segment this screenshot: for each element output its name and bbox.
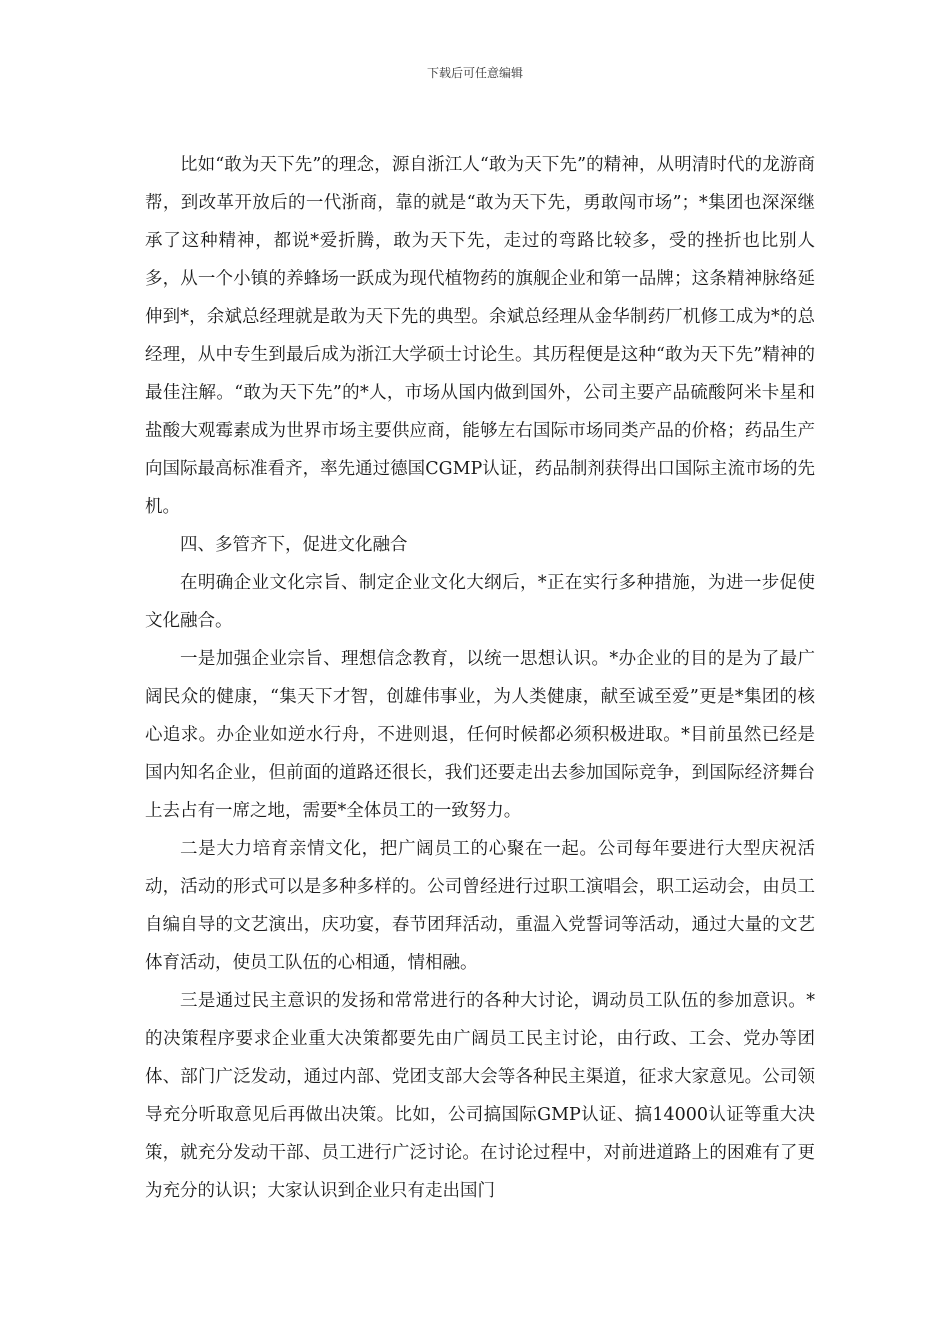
section-heading-four: 四、多管齐下，促进文化融合: [180, 535, 408, 555]
page-header: 下载后可任意编辑: [426, 66, 523, 80]
paragraph-point-one: 一是加强企业宗旨、理想信念教育，以统一思想认识。*办企业的目的是为了最广阔民众的健康，“集天下才智，创雄伟事业，为人类健康，献至诚至爱”更是*集团的核心追求。办企业如逆水行舟，不进则退，任何时候都必须积极进取。*目前虽然已经是国内知名企业，但前面的道路还很长，我们还要走出去参加国际竞争，到国际经济舞台上去占有一席之地，需要*全体员工的一致努力。: [145, 649, 815, 821]
paragraph-culture-intro: 在明确企业文化宗旨、制定企业文化大纲后，*正在实行多种措施，为进一步促使文化融合。: [145, 573, 815, 631]
document-body: [145, 146, 815, 1210]
paragraph-point-two: 二是大力培育亲情文化，把广阔员工的心聚在一起。公司每年要进行大型庆祝活动，活动的形式可以是多种多样的。公司曾经进行过职工演唱会，职工运动会，由员工自编自导的文艺演出，庆功宴，春节团拜活动，重温入党誓词等活动，通过大量的文艺体育活动，使员工队伍的心相通，情相融。: [145, 839, 815, 973]
paragraph-dare-to-be-first: 比如“敢为天下先”的理念，源自浙江人“敢为天下先”的精神，从明清时代的龙游商帮，到改革开放后的一代浙商，靠的就是“敢为天下先，勇敢闯市场”；*集团也深深继承了这种精神，都说*爱折腾，敢为天下先，走过的弯路比较多，受的挫折也比别人多，从一个小镇的养蜂场一跃成为现代植物药的旗舰企业和第一品牌；这条精神脉络延伸到*，余斌总经理就是敢为天下先的典型。余斌总经理从金华制药厂机修工成为*的总经理，从中专生到最后成为浙江大学硕士讨论生。其历程便是这种“敢为天下先”精神的最佳注解。“敢为天下先”的*人，市场从国内做到国外，公司主要产品硫酸阿米卡星和盐酸大观霉素成为世界市场主要供应商，能够左右国际市场同类产品的价格；药品生产向国际最高标准看齐，率先通过德国CGMP认证，药品制剂获得出口国际主流市场的先机。: [145, 155, 815, 517]
paragraph-point-three: 三是通过民主意识的发扬和常常进行的各种大讨论，调动员工队伍的参加意识。*的决策程序要求企业重大决策都要先由广阔员工民主讨论，由行政、工会、党办等团体、部门广泛发动，通过内部、党团支部大会等各种民主渠道，征求大家意见。公司领导充分听取意见后再做出决策。比如，公司搞国际GMP认证、搞14000认证等重大决策，就充分发动干部、员工进行广泛讨论。在讨论过程中，对前进道路上的困难有了更为充分的认识；大家认识到企业只有走出国门: [145, 991, 815, 1201]
